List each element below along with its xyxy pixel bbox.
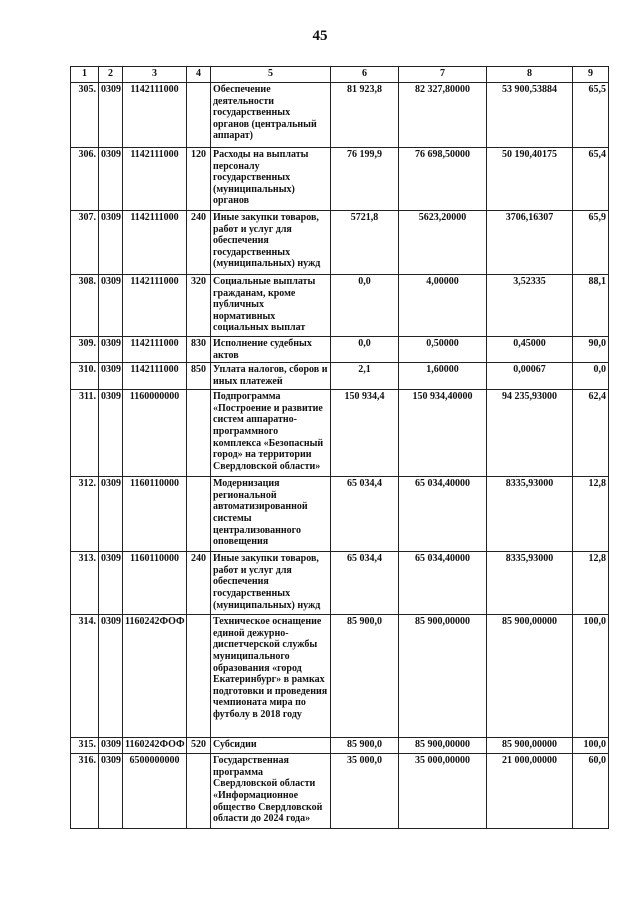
target-code: 1160242ФОФ (123, 738, 187, 754)
expense-type-code (187, 477, 211, 552)
executed-amount: 53 900,53884 (487, 83, 573, 148)
table-row (71, 390, 609, 477)
executed-amount: 85 900,00000 (487, 615, 573, 738)
executed-amount: 0,45000 (487, 337, 573, 363)
table-row (71, 738, 609, 754)
target-code: 1142111000 (123, 211, 187, 275)
executed-amount: 50 190,40175 (487, 148, 573, 211)
expense-type-code: 830 (187, 337, 211, 363)
revised-amount: 0,50000 (399, 337, 487, 363)
section-code: 0309 (99, 738, 123, 754)
target-code: 1142111000 (123, 275, 187, 337)
header-cell: 9 (573, 67, 609, 83)
item-name: Модернизация региональной автоматизированной системы централизованного оповещения (211, 477, 331, 552)
section-code: 0309 (99, 211, 123, 275)
budget-table (70, 66, 609, 829)
row-number: 309. (71, 337, 99, 363)
revised-amount: 85 900,00000 (399, 615, 487, 738)
section-code: 0309 (99, 275, 123, 337)
section-code: 0309 (99, 477, 123, 552)
item-name: Подпрограмма «Построение и развитие систем аппаратно-программного комплекса «Безопасный город» на территории Свердловской области» (211, 390, 331, 477)
expense-type-code: 240 (187, 211, 211, 275)
executed-amount: 8335,93000 (487, 477, 573, 552)
expense-type-code: 520 (187, 738, 211, 754)
expense-type-code: 850 (187, 363, 211, 390)
executed-amount: 85 900,00000 (487, 738, 573, 754)
item-name: Уплата налогов, сборов и иных платежей (211, 363, 331, 390)
target-code: 1160242ФОФ (123, 615, 187, 738)
header-row (71, 67, 609, 83)
plan-amount: 65 034,4 (331, 477, 399, 552)
expense-type-code (187, 83, 211, 148)
row-number: 314. (71, 615, 99, 738)
table-row (71, 754, 609, 829)
execution-percent: 0,0 (573, 363, 609, 390)
section-code: 0309 (99, 754, 123, 829)
section-code: 0309 (99, 148, 123, 211)
row-number: 308. (71, 275, 99, 337)
execution-percent: 100,0 (573, 738, 609, 754)
expense-type-code: 120 (187, 148, 211, 211)
item-name: Исполнение судебных актов (211, 337, 331, 363)
target-code: 1142111000 (123, 337, 187, 363)
row-number: 310. (71, 363, 99, 390)
revised-amount: 5623,20000 (399, 211, 487, 275)
expense-type-code (187, 615, 211, 738)
execution-percent: 65,9 (573, 211, 609, 275)
plan-amount: 76 199,9 (331, 148, 399, 211)
revised-amount: 82 327,80000 (399, 83, 487, 148)
execution-percent: 100,0 (573, 615, 609, 738)
expense-type-code (187, 390, 211, 477)
plan-amount: 2,1 (331, 363, 399, 390)
plan-amount: 0,0 (331, 275, 399, 337)
row-number: 305. (71, 83, 99, 148)
header-cell: 2 (99, 67, 123, 83)
revised-amount: 85 900,00000 (399, 738, 487, 754)
plan-amount: 85 900,0 (331, 738, 399, 754)
table-row (71, 211, 609, 275)
target-code: 1160110000 (123, 552, 187, 615)
section-code: 0309 (99, 552, 123, 615)
item-name: Субсидии (211, 738, 331, 754)
plan-amount: 81 923,8 (331, 83, 399, 148)
table-row (71, 148, 609, 211)
table-row (71, 615, 609, 738)
item-name: Иные закупки товаров, работ и услуг для обеспечения государственных (муниципальных) нужд (211, 211, 331, 275)
revised-amount: 76 698,50000 (399, 148, 487, 211)
item-name: Техническое оснащение единой дежурно-диспетчерской службы муниципального образования «город Екатеринбург» в рамках подготовки и проведения чемпионата мира по футболу в 2018 году (211, 615, 331, 738)
plan-amount: 0,0 (331, 337, 399, 363)
expense-type-code (187, 754, 211, 829)
revised-amount: 65 034,40000 (399, 477, 487, 552)
execution-percent: 60,0 (573, 754, 609, 829)
table-row (71, 552, 609, 615)
executed-amount: 3706,16307 (487, 211, 573, 275)
section-code: 0309 (99, 337, 123, 363)
execution-percent: 12,8 (573, 552, 609, 615)
plan-amount: 150 934,4 (331, 390, 399, 477)
item-name: Иные закупки товаров, работ и услуг для обеспечения государственных (муниципальных) нужд (211, 552, 331, 615)
execution-percent: 62,4 (573, 390, 609, 477)
revised-amount: 1,60000 (399, 363, 487, 390)
executed-amount: 3,52335 (487, 275, 573, 337)
table-row (71, 363, 609, 390)
executed-amount: 21 000,00000 (487, 754, 573, 829)
revised-amount: 35 000,00000 (399, 754, 487, 829)
item-name: Обеспечение деятельности государственных органов (центральный аппарат) (211, 83, 331, 148)
execution-percent: 65,5 (573, 83, 609, 148)
header-cell: 8 (487, 67, 573, 83)
revised-amount: 65 034,40000 (399, 552, 487, 615)
row-number: 306. (71, 148, 99, 211)
row-number: 313. (71, 552, 99, 615)
plan-amount: 5721,8 (331, 211, 399, 275)
target-code: 1142111000 (123, 148, 187, 211)
executed-amount: 94 235,93000 (487, 390, 573, 477)
section-code: 0309 (99, 83, 123, 148)
target-code: 1160000000 (123, 390, 187, 477)
section-code: 0309 (99, 615, 123, 738)
execution-percent: 88,1 (573, 275, 609, 337)
target-code: 1142111000 (123, 83, 187, 148)
executed-amount: 8335,93000 (487, 552, 573, 615)
revised-amount: 4,00000 (399, 275, 487, 337)
page-number: 45 (312, 28, 328, 44)
table-body (71, 83, 609, 829)
expense-type-code: 240 (187, 552, 211, 615)
header-cell: 7 (399, 67, 487, 83)
section-code: 0309 (99, 363, 123, 390)
row-number: 311. (71, 390, 99, 477)
plan-amount: 35 000,0 (331, 754, 399, 829)
row-number: 316. (71, 754, 99, 829)
table-row (71, 477, 609, 552)
table-row (71, 83, 609, 148)
target-code: 1142111000 (123, 363, 187, 390)
item-name: Расходы на выплаты персоналу государственных (муниципальных) органов (211, 148, 331, 211)
section-code: 0309 (99, 390, 123, 477)
expense-type-code: 320 (187, 275, 211, 337)
row-number: 312. (71, 477, 99, 552)
header-cell: 3 (123, 67, 187, 83)
header-cell: 4 (187, 67, 211, 83)
header-cell: 1 (71, 67, 99, 83)
plan-amount: 85 900,0 (331, 615, 399, 738)
row-number: 307. (71, 211, 99, 275)
row-number: 315. (71, 738, 99, 754)
plan-amount: 65 034,4 (331, 552, 399, 615)
execution-percent: 12,8 (573, 477, 609, 552)
header-cell: 5 (211, 67, 331, 83)
table-row (71, 337, 609, 363)
revised-amount: 150 934,40000 (399, 390, 487, 477)
header-cell: 6 (331, 67, 399, 83)
table-row (71, 275, 609, 337)
item-name: Социальные выплаты гражданам, кроме публичных нормативных социальных выплат (211, 275, 331, 337)
executed-amount: 0,00067 (487, 363, 573, 390)
item-name: Государственная программа Свердловской области «Информационное общество Свердловской области до 2024 года» (211, 754, 331, 829)
target-code: 6500000000 (123, 754, 187, 829)
execution-percent: 65,4 (573, 148, 609, 211)
execution-percent: 90,0 (573, 337, 609, 363)
target-code: 1160110000 (123, 477, 187, 552)
